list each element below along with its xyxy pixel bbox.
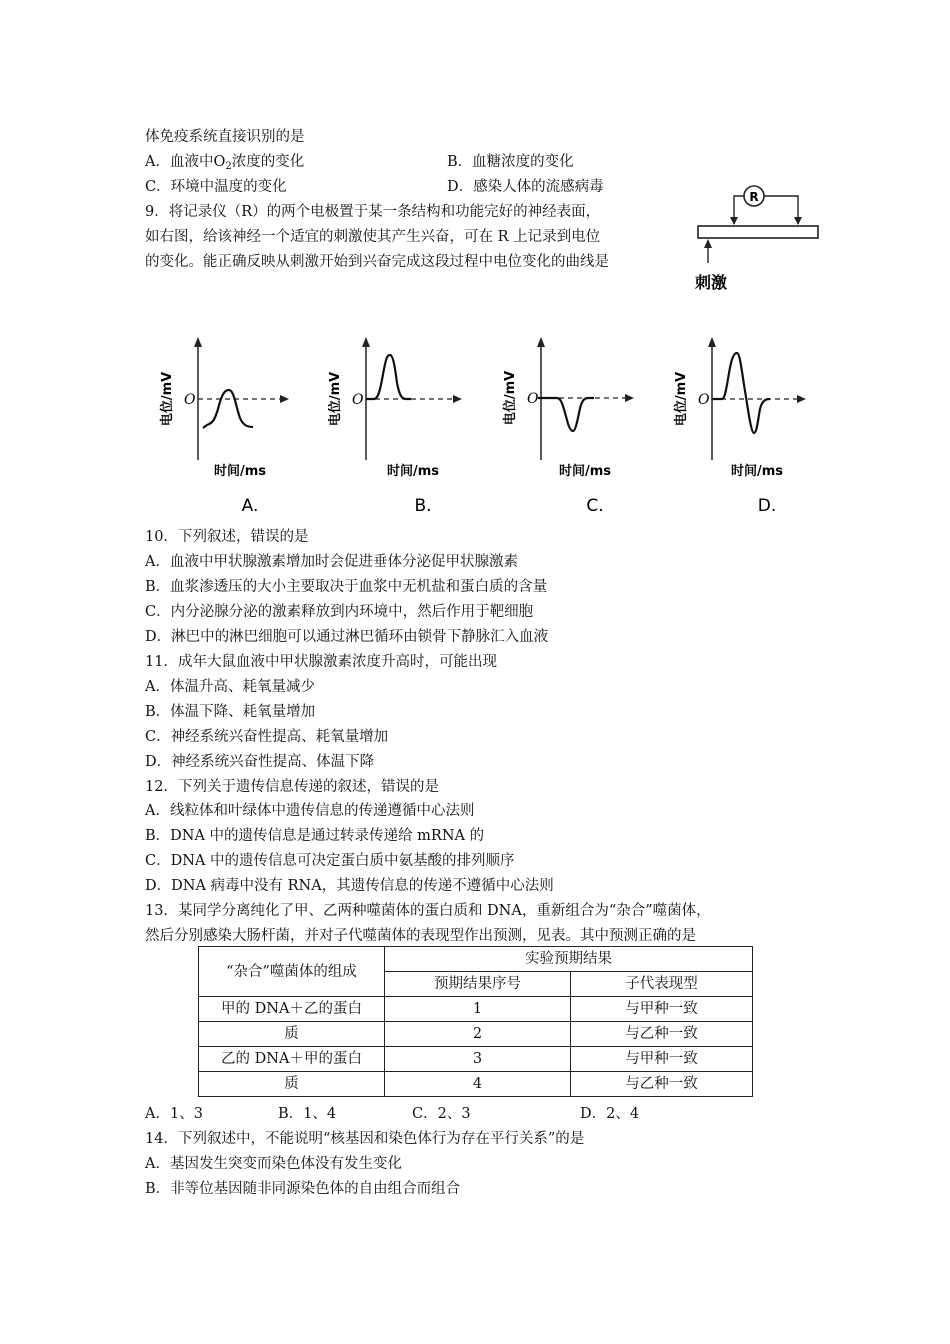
q11-option-d: D．神经系统兴奋性提高、体温下降 [145,754,375,770]
graph-option-letter: A. [241,496,259,516]
y-axis-arrow [194,337,202,347]
q12-option-d: D．DNA 病毒中没有 RNA，其遗传信息的传递不遵循中心法则 [145,878,554,894]
q10-option-b: B．血浆渗透压的大小主要取决于血浆中无机盐和蛋白质的含量 [145,579,548,595]
q12-option-a: A．线粒体和叶绿体中遗传信息的传递遵循中心法则 [145,803,475,819]
potential-curve [538,398,594,431]
q14-option-b: B．非等位基因随非同源染色体的自由组合而组合 [145,1181,461,1197]
graph-option-letter: C. [586,496,604,516]
x-axis-arrow [625,394,634,402]
q11-stem: 11．成年大鼠血液中甲状腺激素浓度升高时，可能出现 [145,654,497,670]
x-axis-label: 时间/ms [558,464,612,479]
y-axis-arrow [708,337,716,347]
q12-stem: 12．下列关于遗传信息传递的叙述，错误的是 [145,779,439,795]
table-row-seq: 2 [385,1022,571,1047]
table-group1-line1: 甲的 DNA＋乙的蛋白 [199,997,385,1022]
q8-option-a: A．血液中$O_2$浓度的变化 [145,154,305,172]
potential-curve [203,390,253,428]
graph-option-b [328,335,468,525]
q13-option-a: A．1、3 [145,1106,203,1122]
table-header-phenotype: 子代表现型 [571,972,753,997]
y-axis-arrow [362,337,370,347]
nerve-recorder-figure [690,178,825,296]
table-row-seq: 1 [385,997,571,1022]
table-row-type: 与甲种一致 [571,1047,753,1072]
x-axis-label: 时间/ms [213,464,267,479]
origin-label: O [527,391,539,407]
q8-stem-tail: 体免疫系统直接识别的是 [145,129,305,145]
recorder-label: R [749,190,759,204]
phage-prediction-table [198,946,753,1097]
q8-option-b: B．血糖浓度的变化 [447,154,574,170]
graph-option-letter: B. [414,496,432,516]
q13-option-d: D．2、4 [580,1106,640,1122]
table-row-type: 与乙种一致 [571,1022,753,1047]
q9-stem-line3: 的变化。能正确反映从刺激开始到兴奋完成这段过程中电位变化的曲线是 [145,254,609,270]
q10-option-d: D．淋巴中的淋巴细胞可以通过淋巴循环由锁骨下静脉汇入血液 [145,629,549,645]
nerve-fiber [698,226,818,238]
q12-option-c: C．DNA 中的遗传信息可决定蛋白质中氨基酸的排列顺序 [145,853,515,869]
potential-curve [366,355,411,399]
y-axis-label: 电位/mV [160,371,175,427]
origin-label: O [698,392,710,408]
y-axis-label: 电位/mV [503,370,518,426]
x-axis-arrow [797,395,806,403]
q10-option-a: A．血液中甲状腺激素增加时会促进垂体分泌促甲状腺激素 [145,554,518,570]
graph-option-d [672,335,812,525]
origin-label: O [184,392,196,408]
origin-label: O [352,392,364,408]
x-axis-label: 时间/ms [386,464,440,479]
table-group2-line1: 乙的 DNA＋甲的蛋白 [199,1047,385,1072]
q10-option-c: C．内分泌腺分泌的激素释放到内环境中，然后作用于靶细胞 [145,604,534,620]
q13-option-c: C．2、3 [412,1106,471,1122]
q9-stem-line1: 9．将记录仪（R）的两个电极置于某一条结构和功能完好的神经表面， [145,204,601,220]
table-group1-line2: 质 [199,1022,385,1047]
q11-option-b: B．体温下降、耗氧量增加 [145,704,316,720]
q11-option-c: C．神经系统兴奋性提高、耗氧量增加 [145,729,389,745]
graph-option-letter: D. [757,496,777,516]
table-row-type: 与甲种一致 [571,997,753,1022]
y-axis-label: 电位/mV [328,371,343,427]
table-row-seq: 4 [385,1072,571,1097]
table-group2-line2: 质 [199,1072,385,1097]
table-row-seq: 3 [385,1047,571,1072]
stimulus-label: 刺激 [695,273,728,292]
y-axis-label: 电位/mV [674,371,689,427]
q12-option-b: B．DNA 中的遗传信息是通过转录传递给 mRNA 的 [145,828,485,844]
potential-curve [712,353,770,433]
graph-option-c [500,335,640,525]
q14-stem: 14．下列叙述中，不能说明“核基因和染色体行为存在平行关系”的是 [145,1131,585,1147]
q11-option-a: A．体温升高、耗氧量减少 [145,679,315,695]
q13-stem-line2: 然后分别感染大肠杆菌，并对子代噬菌体的表现型作出预测，见表。其中预测正确的是 [145,928,696,944]
q9-stem-line2: 如右图，给该神经一个适宜的刺激使其产生兴奋，可在 R 上记录到电位 [145,229,601,245]
table-row-type: 与乙种一致 [571,1072,753,1097]
x-axis-label: 时间/ms [730,464,784,479]
q8-option-d: D．感染人体的流感病毒 [447,179,604,195]
q14-option-a: A．基因发生突变而染色体没有发生变化 [145,1156,402,1172]
x-axis-arrow [280,395,289,403]
q8-option-c: C．环境中温度的变化 [145,179,287,195]
table-header-composition: “杂合”噬菌体的组成 [199,947,385,997]
graph-option-a [155,335,295,525]
table-header-sequence: 预期结果序号 [385,972,571,997]
table-header-expected: 实验预期结果 [385,947,753,972]
q13-option-b: B．1、4 [278,1106,337,1122]
q10-stem: 10．下列叙述，错误的是 [145,529,309,545]
x-axis-arrow [453,395,462,403]
y-axis-arrow [537,337,545,347]
q13-stem-line1: 13．某同学分离纯化了甲、乙两种噬菌体的蛋白质和 DNA，重新组合为“杂合”噬菌体， [145,903,711,919]
